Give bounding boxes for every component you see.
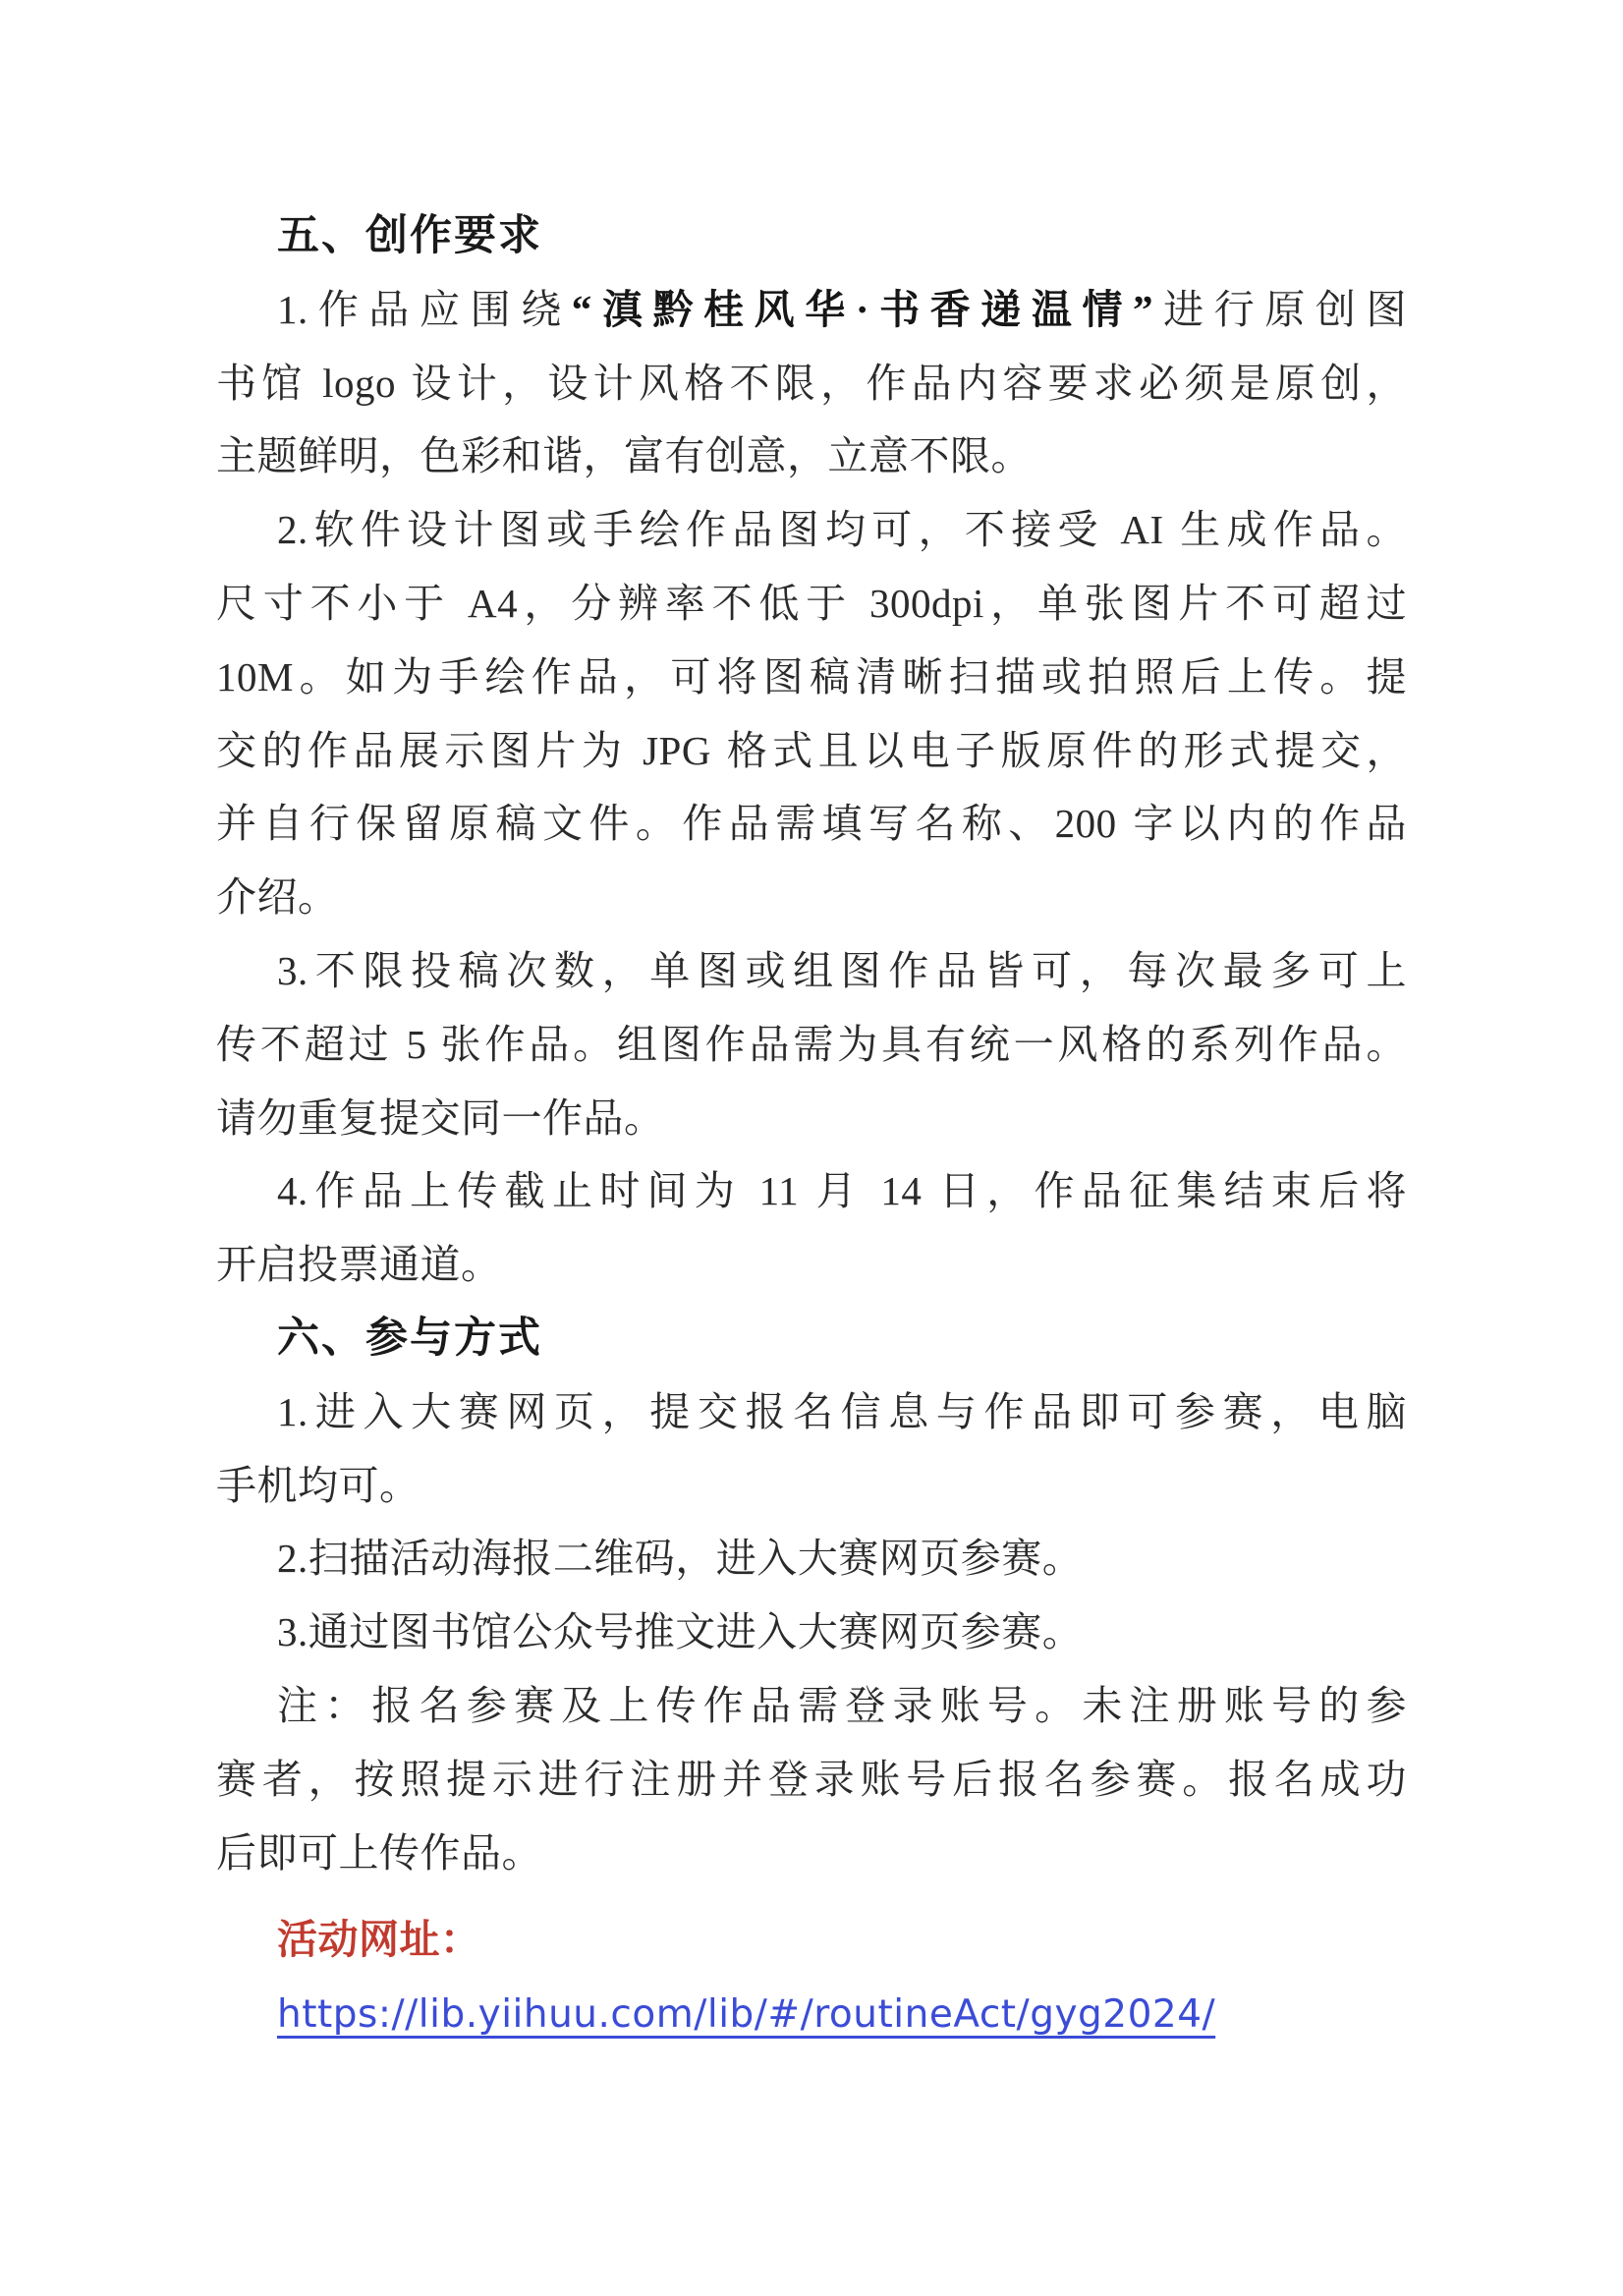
text-line: 交的作品展示图片为 JPG 格式且以电子版原件的形式提交， — [216, 727, 1407, 773]
text-line: 手机均可。 — [216, 1462, 420, 1508]
text-segment: 进行原创图 — [1153, 286, 1407, 332]
text-line: 主题鲜明，色彩和谐，富有创意，立意不限。 — [216, 433, 1032, 479]
text-line: 请勿重复提交同一作品。 — [216, 1094, 665, 1141]
text-line: 尺寸不小于 A4，分辨率不低于 300dpi，单张图片不可超过 — [216, 580, 1407, 626]
text-line: 10M。如为手绘作品，可将图稿清晰扫描或拍照后上传。提 — [216, 653, 1407, 700]
text-segment: 1.作品应围绕 — [277, 286, 572, 332]
text-line: 2.软件设计图或手绘作品图均可，不接受 AI 生成作品。 — [277, 507, 1407, 553]
paragraph-creation-1 — [216, 273, 1407, 493]
text-line: 3.通过图书馆公众号推文进入大赛网页参赛。 — [277, 1609, 1084, 1655]
text-line: 传不超过 5 张作品。组图作品需为具有统一风格的系列作品。 — [216, 1021, 1407, 1067]
text-line: 书馆 logo 设计，设计风格不限，作品内容要求必须是原创， — [216, 360, 1407, 406]
paragraph-participation-1 — [216, 1375, 1407, 1523]
text-line: 2.扫描活动海报二维码，进入大赛网页参赛。 — [277, 1536, 1084, 1582]
text-line: 1.进入大赛网页，提交报名信息与作品即可参赛，电脑 — [277, 1388, 1407, 1434]
paragraph-creation-2 — [216, 493, 1407, 934]
paragraph-participation-2 — [216, 1522, 1407, 1596]
text-line: 开启投票通道。 — [216, 1242, 502, 1288]
paragraph-note — [216, 1669, 1407, 1889]
activity-url-row — [216, 1977, 1407, 2052]
document-body — [216, 199, 1407, 2052]
contest-theme-bold: “滇黔桂风华·书香递温情” — [571, 286, 1154, 332]
text-line: 后即可上传作品。 — [216, 1829, 542, 1876]
activity-url-link[interactable]: https://lib.yiihuu.com/lib/#/routineAct/gyg2024/ — [277, 1992, 1216, 2038]
paragraph-creation-4 — [216, 1154, 1407, 1302]
text-line — [216, 273, 1407, 347]
text-line: 4.作品上传截止时间为 11 月 14 日，作品征集结束后将 — [277, 1168, 1407, 1214]
text-line: 并自行保留原稿文件。作品需填写名称、200 字以内的作品 — [216, 801, 1407, 847]
activity-url-label: 活动网址： — [277, 1917, 481, 1963]
text-line: 注：报名参赛及上传作品需登录账号。未注册账号的参 — [277, 1682, 1407, 1728]
text-line: 赛者，按照提示进行注册并登录账号后报名参赛。报名成功 — [216, 1756, 1407, 1802]
text-line: 3.不限投稿次数，单图或组图作品皆可，每次最多可上 — [277, 947, 1407, 993]
paragraph-creation-3 — [216, 934, 1407, 1154]
paragraph-participation-3 — [216, 1596, 1407, 1669]
section-5-heading: 五、创作要求 — [277, 212, 542, 259]
section-6-heading: 六、参与方式 — [277, 1314, 542, 1362]
text-line: 介绍。 — [216, 874, 339, 921]
